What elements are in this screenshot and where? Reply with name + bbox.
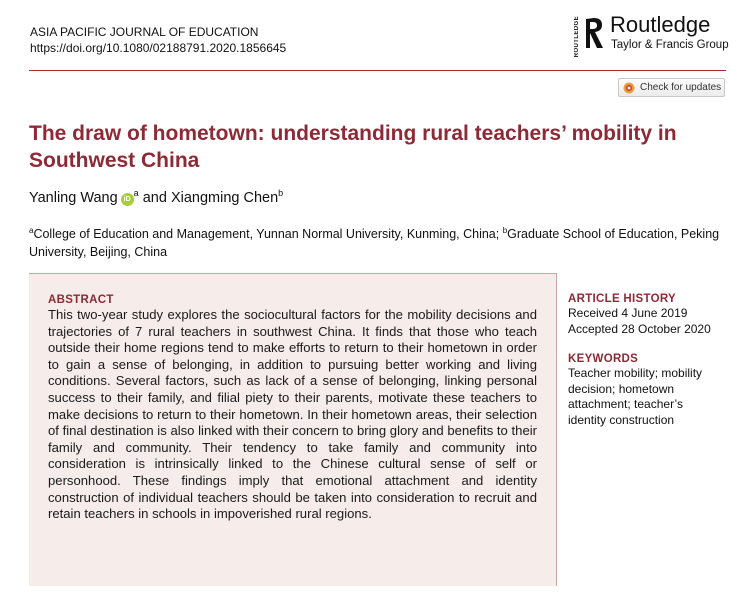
- received-date: Received 4 June 2019: [568, 306, 688, 320]
- article-history: [568, 292, 738, 337]
- article-history-heading: ARTICLE HISTORY: [568, 293, 677, 305]
- journal-name: ASIA PACIFIC JOURNAL OF EDUCATION: [30, 25, 259, 39]
- orcid-icon[interactable]: iD: [121, 193, 134, 206]
- check-for-updates-label: Check for updates: [640, 82, 722, 93]
- keywords-heading: KEYWORDS: [568, 353, 639, 365]
- abstract-text: This two-year study explores the sociocultural factors for the mobility decisions and trajectories of 7 rural teachers in southwest China. It finds that those who teach outside their home regions tend to make efforts to return to their hometown in order to gain a sense of belonging, in addition to pursuing better working and living conditions. Several factors, such as lack of a sense of belonging, linking personal success to their family, and filial piety to their parents, motivate these teachers to make decisions to return to their hometown. In their hometown areas, their selection of final destination is also linked with their concern to bring glory and benefits to their family and community. Their tendency to take family and community into consideration is intrinsically linked to the Chinese cultural sense of self or personhood. These findings imply that emotional attachment and identity construction of individual teachers should be taken into consideration to recruit and retain teachers in schools in impoverished rural regions.: [48, 307, 537, 522]
- publisher-group: Taylor & Francis Group: [611, 39, 729, 51]
- header-rule: [29, 70, 726, 71]
- affiliation-marker: b: [502, 226, 508, 235]
- affiliation-marker: b: [278, 188, 284, 198]
- accepted-date: Accepted 28 October 2020: [568, 321, 711, 336]
- affiliation-marker: a: [133, 188, 139, 198]
- affiliation-text: College of Education and Management, Yunnan Normal University, Kunming, China;: [33, 227, 503, 242]
- affiliations: [29, 222, 729, 261]
- publisher-name: Routledge: [610, 12, 711, 37]
- abstract-heading: ABSTRACT: [48, 294, 114, 306]
- author-separator: and: [138, 189, 171, 206]
- article-title: The draw of hometown: understanding rural teachers’ mobility in Southwest China: [29, 122, 677, 172]
- author-name[interactable]: Xiangming Chen: [170, 189, 279, 206]
- author-name[interactable]: Yanling Wang: [29, 189, 118, 206]
- keywords-list: Teacher mobility; mobility decision; hometown attachment; teacher’s identity construction: [568, 366, 703, 427]
- author-line: [29, 188, 283, 206]
- affiliation-marker: a: [29, 226, 34, 235]
- check-for-updates-button[interactable]: [618, 78, 725, 97]
- doi-link[interactable]: https://doi.org/10.1080/02188791.2020.1856645: [30, 41, 287, 55]
- keywords-section: [568, 352, 738, 428]
- update-badge-icon: [623, 82, 635, 94]
- abstract-box: [29, 273, 557, 586]
- routledge-r-icon: [583, 15, 605, 51]
- affiliation-text: Graduate School of Education, Peking University, Beijing, China: [29, 227, 720, 260]
- publisher-spine-text: ROUTLEDGE: [574, 16, 580, 58]
